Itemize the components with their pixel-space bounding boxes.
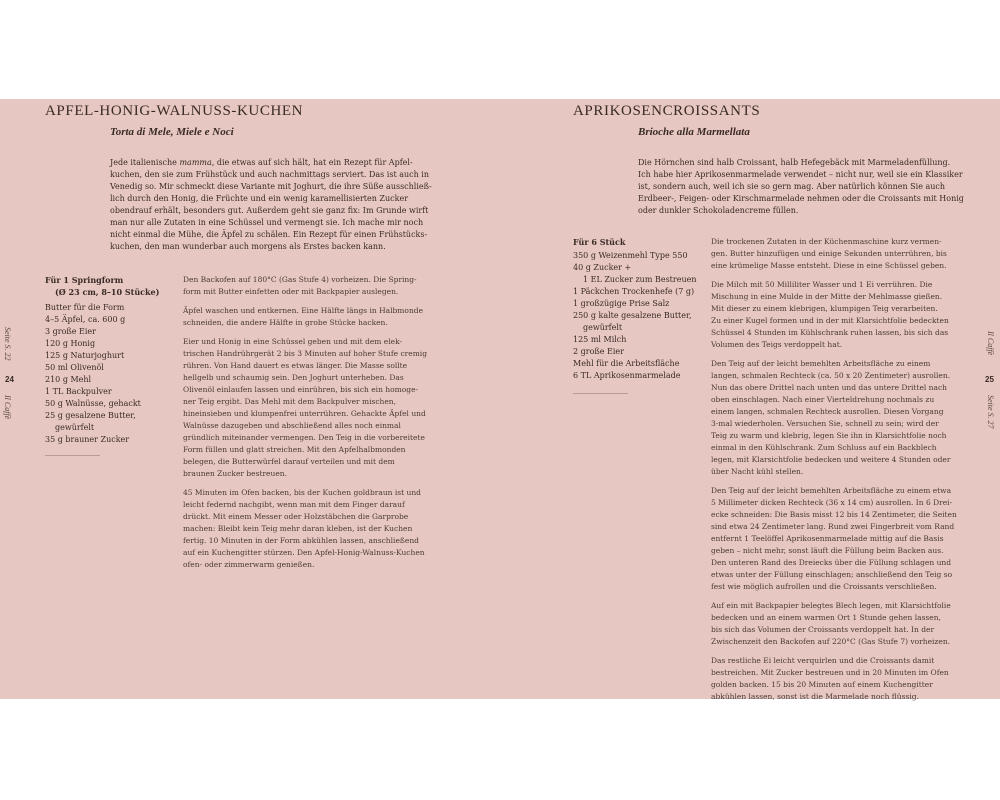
method-line: Olivenöl einlaufen lassen und einrühren, bis sich ein homoge-	[183, 385, 419, 394]
method-line: hellgelb und schaumig sein. Den Joghurt unterheben. Das	[183, 373, 404, 382]
ingredient-item: Mehl für die Arbeitsfläche	[573, 359, 680, 368]
intro-line: kuchen, den man wunderbar auch morgens als Erstes backen kann.	[110, 242, 386, 251]
method-line: rühren. Von Hand dauert es etwas länger. Die Masse sollte	[183, 361, 408, 370]
ingredient-item: 2 große Eier	[573, 347, 624, 356]
method-line: Volumen des Teigs verdoppelt hat.	[711, 340, 843, 349]
method-line: abkühlen lassen, sonst ist die Marmelade noch flüssig.	[711, 692, 919, 701]
intro-line: Venedig so. Mir schmeckt diese Variante mit Joghurt, die ihre Süße ausschließ-	[110, 182, 432, 191]
ingredients-heading: Für 1 Springform	[45, 275, 124, 285]
method-paragraph	[183, 305, 427, 329]
method-line: gen. Butter hinzufügen und einige Sekunden unterrühren, bis	[711, 249, 947, 258]
ingredient-item: 120 g Honig	[45, 339, 96, 348]
method-line: form mit Butter einfetten oder mit Backpapier auslegen.	[183, 287, 399, 296]
ingredient-item: 1 EL Zucker zum Bestreuen	[583, 275, 697, 284]
intro-line: obendrauf erhält, besonders gut. Außerdem geht sie ganz fix: Im Grunde wirft	[110, 206, 429, 215]
method-paragraph	[711, 655, 957, 703]
method-line: hineinsieben und klumpenfrei unterrühren. Gehackte Äpfel und	[183, 409, 426, 418]
ingredient-item: 40 g Zucker +	[573, 263, 632, 272]
right-intro-text	[638, 157, 964, 217]
right-ingredients	[573, 236, 697, 382]
ingredient-item: gewürfelt	[583, 323, 623, 332]
left-page-number: 24	[5, 375, 14, 384]
method-line: Den Backofen auf 180°C (Gas Stufe 4) vorheizen. Die Spring-	[183, 275, 417, 284]
right-recipe-title: APRIKOSENCROISSANTS	[573, 103, 761, 119]
method-line: braunen Zucker bestreuen.	[183, 469, 287, 478]
ingredient-item: 25 g gesalzene Butter,	[45, 411, 136, 420]
intro-line: kuchen, den sie zum Frühstück und auch nachmittags serviert. Das ist auch in	[110, 170, 430, 179]
method-line: fest wie möglich aufrollen und die Croissants verschließen.	[711, 582, 937, 591]
method-line: Mischung in eine Mulde in der Mitte der Mehlmasse gießen.	[711, 292, 943, 301]
ingredient-item: 50 g Walnüsse, gehackt	[45, 399, 141, 408]
ingredient-item: 250 g kalte gesalzene Butter,	[573, 311, 692, 320]
ingredient-item: 4–5 Äpfel, ca. 600 g	[45, 315, 126, 324]
ingredients-heading: (Ø 23 cm, 8–10 Stücke)	[55, 287, 160, 297]
method-line: 3-mal wiederholen. Versuchen Sie, schnell zu sein; wird der	[711, 419, 939, 428]
right-margin-bottom: Seite S. 27	[986, 395, 995, 429]
method-line: Schüssel 4 Stunden im Kühlschrank ruhen lassen, bis sich das	[711, 328, 949, 337]
method-line: schneiden, die andere Hälfte in grobe Stücke hacken.	[183, 318, 388, 327]
method-line: Nun das obere Drittel nach unten und das untere Drittel nach	[711, 383, 948, 392]
left-margin-bottom: Il Caffè	[3, 395, 12, 420]
italic-word: mamma	[179, 158, 212, 167]
method-paragraph	[711, 485, 957, 593]
method-line: sind etwa 24 Zentimeter lang. Rund zwei Fingerbreit vom Rand	[711, 522, 955, 531]
method-line: golden backen. 15 bis 20 Minuten auf einem Kuchengitter	[711, 680, 933, 689]
book-spread	[0, 99, 1000, 699]
intro-line: Jede italienische mamma, die etwas auf sich hält, hat ein Rezept für Apfel-	[110, 158, 413, 167]
method-line: Auf ein mit Backpapier belegtes Blech legen, mit Klarsichtfolie	[711, 601, 951, 610]
method-paragraph	[711, 358, 957, 478]
left-recipe-subtitle: Torta di Mele, Miele e Noci	[110, 126, 234, 138]
method-line: machen: Bleibt kein Teig mehr daran kleben, ist der Kuchen	[183, 524, 413, 533]
method-line: Zu einer Kugel formen und in der mit Klarsichtfolie bedeckten	[711, 316, 949, 325]
ingredient-item: 6 TL Aprikosenmarmelade	[573, 371, 681, 380]
ingredient-item: 35 g brauner Zucker	[45, 435, 130, 444]
intro-line: ist, sondern auch, weil ich sie so gern mag. Aber natürlich können Sie auch	[638, 182, 946, 191]
right-method	[711, 236, 957, 710]
method-line: bedecken und an einem warmen Ort 1 Stunde gehen lassen,	[711, 613, 941, 622]
ingredient-item: 1 TL Backpulver	[45, 387, 112, 396]
method-line: bestreichen. Mit Zucker bestreuen und in 20 Minuten im Ofen	[711, 668, 949, 677]
left-ingredients	[45, 274, 159, 446]
method-line: Die trockenen Zutaten in der Küchenmaschine kurz vermen-	[711, 237, 942, 246]
right-recipe-subtitle: Brioche alla Marmellata	[638, 126, 750, 138]
method-line: ner Teig ergibt. Das Mehl mit dem Backpulver mischen,	[183, 397, 397, 406]
intro-line: lich durch den Honig, die Früchte und ein wenig karamellisierten Zucker	[110, 194, 409, 203]
method-line: auf ein Kuchengitter stürzen. Den Apfel-Honig-Walnuss-Kuchen	[183, 548, 425, 557]
method-paragraph	[711, 236, 957, 272]
ingredient-item: 1 großzügige Prise Salz	[573, 299, 670, 308]
method-line: 45 Minuten im Ofen backen, bis der Kuchen goldbraun ist und	[183, 488, 421, 497]
left-intro-text	[110, 157, 432, 253]
method-line: gründlich miteinander vermengen. Den Teig in die vorbereitete	[183, 433, 425, 442]
method-line: bis sich das Volumen der Croissants verdoppelt hat. In der	[711, 625, 935, 634]
method-line: leicht federnd nachgibt, wenn man mit dem Finger darauf	[183, 500, 405, 509]
left-recipe-title: APFEL-HONIG-WALNUSS-KUCHEN	[45, 103, 304, 119]
ingredient-item: gewürfelt	[55, 423, 95, 432]
method-line: Den unteren Rand des Dreiecks über die Füllung schlagen und	[711, 558, 952, 567]
method-paragraph	[183, 336, 427, 480]
ingredient-item: Butter für die Form	[45, 303, 125, 312]
method-line: Das restliche Ei leicht verquirlen und die Croissants damit	[711, 656, 935, 665]
right-page-number: 25	[985, 375, 994, 384]
method-line: langen, schmalen Rechteck (ca. 50 x 20 Zentimeter) ausrollen.	[711, 371, 951, 380]
method-line: einmal in den Kühlschrank. Zum Schluss auf ein Backblech	[711, 443, 937, 452]
intro-line: Ich habe hier Aprikosenmarmelade verwendet – nicht nur, weil sie ein Klassiker	[638, 170, 963, 179]
ingredient-item: 125 g Naturjoghurt	[45, 351, 125, 360]
right-ingredients-rule	[573, 393, 628, 394]
ingredient-item: 350 g Weizenmehl Type 550	[573, 251, 688, 260]
method-line: Form füllen und glatt streichen. Mit den Apfelhalbmonden	[183, 445, 406, 454]
ingredient-item: 1 Päckchen Trockenhefe (7 g)	[573, 287, 695, 296]
method-paragraph	[183, 487, 427, 571]
intro-line: oder dunkler Schokoladencreme füllen.	[638, 206, 799, 215]
method-line: einem langen, schmalen Rechteck ausrollen. Diesen Vorgang	[711, 407, 944, 416]
intro-line: nicht einmal die Mühe, die Äpfel zu schälen. Ein Rezept für einen Frühstücks-	[110, 230, 428, 239]
intro-line: Die Hörnchen sind halb Croissant, halb Hefegebäck mit Marmeladenfüllung.	[638, 158, 951, 167]
right-margin-top: Il Caffè	[986, 331, 995, 356]
method-line: Walnüsse dazugeben und abschließend alles noch einmal	[183, 421, 401, 430]
method-line: drückt. Mit einem Messer oder Holzstäbchen die Garprobe	[183, 512, 409, 521]
method-line: geben – nicht mehr, sonst läuft die Füllung beim Backen aus.	[711, 546, 944, 555]
method-line: legen, mit Klarsichtfolie bedecken und weitere 4 Stunden oder	[711, 455, 951, 464]
intro-line: man nur alle Zutaten in eine Schüssel und vermengt sie. Ich mache mir noch	[110, 218, 424, 227]
method-line: ofen- oder zimmerwarm genießen.	[183, 560, 315, 569]
method-paragraph	[711, 600, 957, 648]
left-ingredients-rule	[45, 455, 100, 456]
method-line: Teig zu warm und klebrig, legen Sie ihn in Klarsichtfolie noch	[711, 431, 947, 440]
method-line: eine krümelige Masse entsteht. Diese in eine Schüssel geben.	[711, 261, 947, 270]
method-line: Zwischenzeit den Backofen auf 220°C (Gas Stufe 7) vorheizen.	[711, 637, 951, 646]
method-line: Eier und Honig in eine Schüssel geben und mit dem elek-	[183, 337, 403, 346]
method-line: Die Milch mit 50 Milliliter Wasser und 1 Ei verrühren. Die	[711, 280, 933, 289]
method-line: Äpfel waschen und entkernen. Eine Hälfte längs in Halbmonde	[183, 306, 424, 315]
method-line: fertig. 10 Minuten in der Form abkühlen lassen, anschließend	[183, 536, 419, 545]
ingredient-item: 210 g Mehl	[45, 375, 92, 384]
method-line: belegen, die Butterwürfel darauf verteilen und mit dem	[183, 457, 395, 466]
left-method	[183, 274, 427, 578]
ingredient-item: 125 ml Milch	[573, 335, 627, 344]
method-line: über Nacht kühl stellen.	[711, 467, 804, 476]
method-line: Den Teig auf der leicht bemehlten Arbeitsfläche zu einem	[711, 359, 931, 368]
method-line: Mit dieser zu einem klebrigen, klumpigen Teig verarbeiten.	[711, 304, 938, 313]
method-paragraph	[711, 279, 957, 351]
ingredient-item: 3 große Eier	[45, 327, 96, 336]
intro-line: Erdbeer-, Feigen- oder Kirschmarmelade nehmen oder die Croissants mit Honig	[638, 194, 964, 203]
left-margin-top: Seite S. 22	[3, 327, 12, 361]
method-paragraph	[183, 274, 427, 298]
method-line: entfernt 1 Teelöffel Aprikosenmarmelade mittig auf die Basis	[711, 534, 944, 543]
method-line: etwas unter der Füllung einschlagen; anschließend den Teig so	[711, 570, 953, 579]
ingredient-item: 50 ml Olivenöl	[45, 363, 104, 372]
method-line: ecke schneiden: Die Basis misst 12 bis 14 Zentimeter, die Seiten	[711, 510, 957, 519]
method-line: oben einschlagen. Nach einer Vierteldrehung nochmals zu	[711, 395, 935, 404]
method-line: 5 Millimeter dicken Rechteck (36 x 14 cm) ausrollen. In 6 Drei-	[711, 498, 953, 507]
method-line: Den Teig auf der leicht bemehlten Arbeitsfläche zu einem etwa	[711, 486, 952, 495]
ingredients-heading: Für 6 Stück	[573, 237, 626, 247]
method-line: trischen Handrührgerät 2 bis 3 Minuten auf hoher Stufe cremig	[183, 349, 428, 358]
